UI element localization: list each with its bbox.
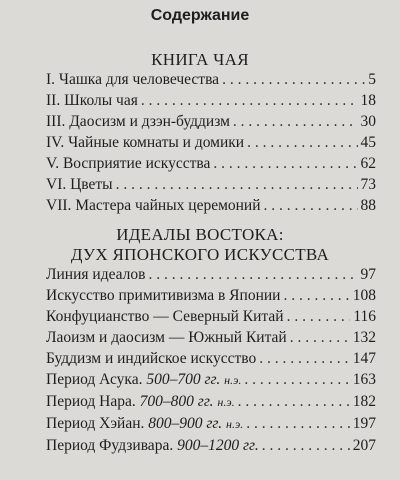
toc-entry-title: Лаоизм и даосизм — Южный Китай: [46, 329, 287, 346]
toc-entry-title: II. Школы чая: [46, 92, 138, 109]
toc-page-number: 45: [360, 134, 376, 151]
toc-entry-era: н.э.: [217, 395, 235, 409]
dot-leader: [116, 174, 358, 195]
book2-title-line2: ДУХ ЯПОНСКОГО ИСКУССТВА: [70, 245, 330, 264]
toc-entry-title: [46, 391, 235, 413]
toc-entry-period: 500–700 гг.: [146, 371, 221, 388]
toc-entry-title: Искусство примитивизма в Японии: [46, 287, 281, 304]
toc-entry-label: Период Асука.: [46, 371, 143, 388]
toc-page-number: 163: [352, 371, 376, 388]
dot-leader: [222, 69, 365, 90]
toc-entry[interactable]: [46, 90, 376, 111]
dot-leader: [290, 327, 350, 348]
toc-entry-period: 700–800 гг.: [139, 393, 214, 410]
toc-entry[interactable]: [46, 69, 376, 90]
toc-entry-title: V. Восприятие искусства: [46, 155, 211, 172]
toc-page-number: 62: [360, 155, 376, 172]
toc-entry[interactable]: [46, 391, 376, 413]
toc-entry-title: VI. Цветы: [46, 176, 113, 193]
toc-page-number: 197: [352, 415, 376, 432]
toc-page-number: 5: [368, 71, 376, 88]
toc-entry[interactable]: [46, 264, 376, 285]
toc-entry-label: Период Хэйан.: [46, 415, 145, 432]
toc-entry-label: Период Фудзивара.: [46, 437, 174, 454]
toc-entry[interactable]: [46, 153, 376, 174]
toc-entry-period: 900–1200 гг.: [177, 437, 259, 454]
toc-page-number: 116: [353, 308, 376, 325]
book2-toc: [46, 264, 376, 456]
toc-entry-title: I. Чашка для человечества: [46, 71, 220, 88]
toc-entry-label: Период Нара.: [46, 393, 136, 410]
dot-leader: [246, 413, 349, 434]
toc-entry-title: VII. Мастера чайных церемоний: [46, 197, 261, 214]
toc-entry-title: IV. Чайные комнаты и домики: [46, 134, 245, 151]
toc-page-number: 30: [360, 113, 376, 130]
toc-entry[interactable]: [46, 369, 376, 391]
toc-page-number: 108: [352, 287, 376, 304]
toc-entry-title: [46, 369, 241, 391]
page-heading: Содержание: [150, 7, 250, 24]
dot-leader: [238, 391, 350, 412]
toc-page-number: 147: [352, 350, 376, 367]
book1-title: КНИГА ЧАЯ: [151, 50, 249, 69]
toc-entry[interactable]: [46, 327, 376, 348]
toc-page-number: 132: [352, 329, 376, 346]
dot-leader: [283, 285, 349, 306]
toc-page-number: 97: [360, 266, 376, 283]
toc-page-number: 73: [360, 176, 376, 193]
book2-title-line1: ИДЕАЛЫ ВОСТОКА:: [116, 225, 284, 244]
toc-entry-title: Линия идеалов: [46, 266, 146, 283]
toc-entry-title: III. Даосизм и дзэн-буддизм: [46, 113, 230, 130]
toc-entry-title: Конфуцианство — Северный Китай: [46, 308, 284, 325]
dot-leader: [244, 369, 349, 390]
toc-entry[interactable]: [46, 111, 376, 132]
toc-entry-era: н.э.: [224, 373, 242, 387]
toc-page-number: 182: [352, 393, 376, 410]
dot-leader: [141, 90, 358, 111]
toc-page-number: 88: [360, 197, 376, 214]
dot-leader: [259, 348, 350, 369]
dot-leader: [287, 306, 351, 327]
toc-entry[interactable]: [46, 348, 376, 369]
dot-leader: [247, 132, 357, 153]
toc-entry[interactable]: [46, 174, 376, 195]
dot-leader: [233, 111, 358, 132]
toc-entry-title: [46, 413, 243, 435]
toc-entry-title: [46, 435, 259, 456]
toc-entry-title: Буддизм и индийское искусство: [46, 350, 257, 367]
toc-entry[interactable]: [46, 435, 376, 456]
dot-leader: [262, 435, 350, 456]
toc-entry-period: 800–900 гг.: [148, 415, 223, 432]
toc-page-number: 18: [360, 92, 376, 109]
dot-leader: [148, 264, 357, 285]
toc-entry-era: н.э.: [226, 417, 244, 431]
toc-entry[interactable]: [46, 413, 376, 435]
book1-toc: [46, 69, 376, 216]
toc-entry[interactable]: [46, 306, 376, 327]
dot-leader: [264, 195, 358, 216]
toc-page-number: 207: [352, 437, 376, 454]
dot-leader: [213, 153, 357, 174]
toc-entry[interactable]: [46, 285, 376, 306]
toc-entry[interactable]: [46, 195, 376, 216]
toc-entry[interactable]: [46, 132, 376, 153]
